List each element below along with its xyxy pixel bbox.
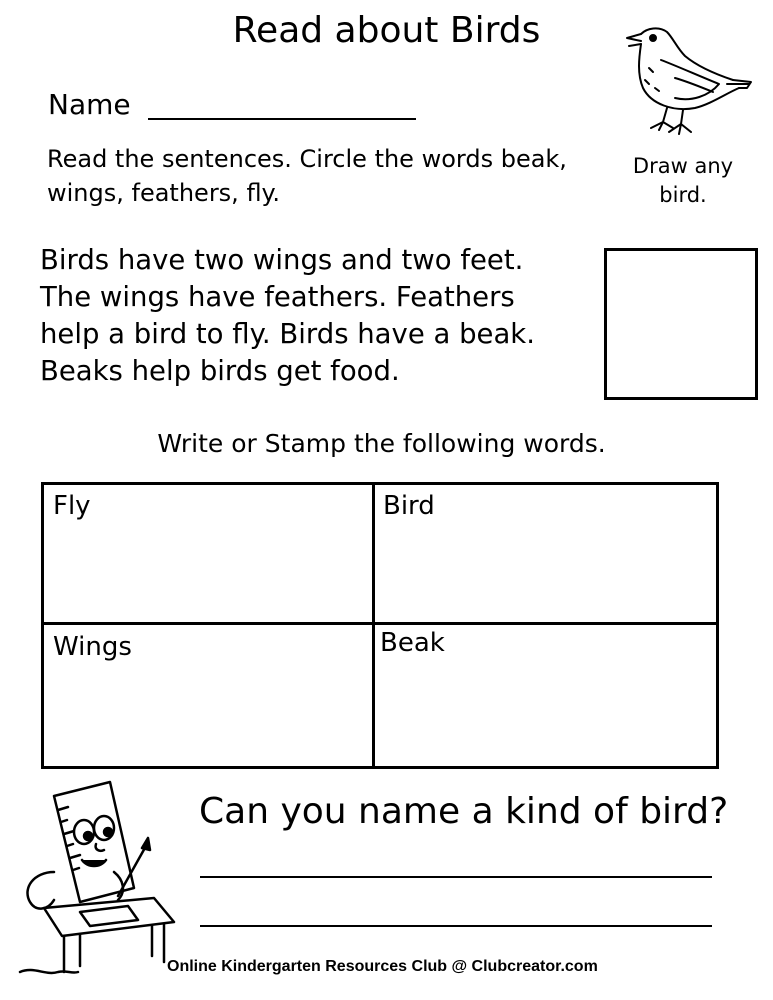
- story-line: help a bird to fly. Birds have a beak.: [40, 318, 535, 350]
- word-grid: [41, 482, 719, 769]
- word-label: Bird: [383, 491, 435, 521]
- name-field[interactable]: [148, 118, 416, 120]
- word-label: Fly: [53, 491, 91, 521]
- page-title: Read about Birds: [232, 10, 541, 51]
- question-text: Can you name a kind of bird?: [199, 791, 729, 832]
- word-label: Wings: [53, 632, 132, 662]
- answer-line[interactable]: [200, 925, 712, 927]
- answer-line[interactable]: [200, 876, 712, 878]
- story-line: Birds have two wings and two feet.: [40, 244, 524, 276]
- name-label: Name: [48, 88, 131, 121]
- story-paragraph: [40, 242, 610, 390]
- word-cell-beak[interactable]: [375, 625, 716, 766]
- ruler-mascot-icon: [14, 776, 179, 986]
- word-cell-wings[interactable]: [44, 625, 375, 766]
- draw-caption: Draw any bird.: [632, 154, 734, 207]
- write-prompt: Write or Stamp the following words.: [157, 429, 606, 458]
- word-cell-bird[interactable]: [375, 485, 716, 625]
- bird-icon: [615, 22, 755, 137]
- story-line: Beaks help birds get food.: [40, 355, 400, 387]
- footer-credit: Online Kindergarten Resources Club @ Clubcreator.com: [167, 958, 598, 975]
- word-label: Beak: [380, 628, 445, 658]
- story-line: The wings have feathers. Feathers: [40, 281, 515, 313]
- drawing-box[interactable]: [604, 248, 758, 400]
- instructions-text: Read the sentences. Circle the words beak, wings, feathers, fly.: [47, 145, 567, 207]
- word-cell-fly[interactable]: [44, 485, 375, 625]
